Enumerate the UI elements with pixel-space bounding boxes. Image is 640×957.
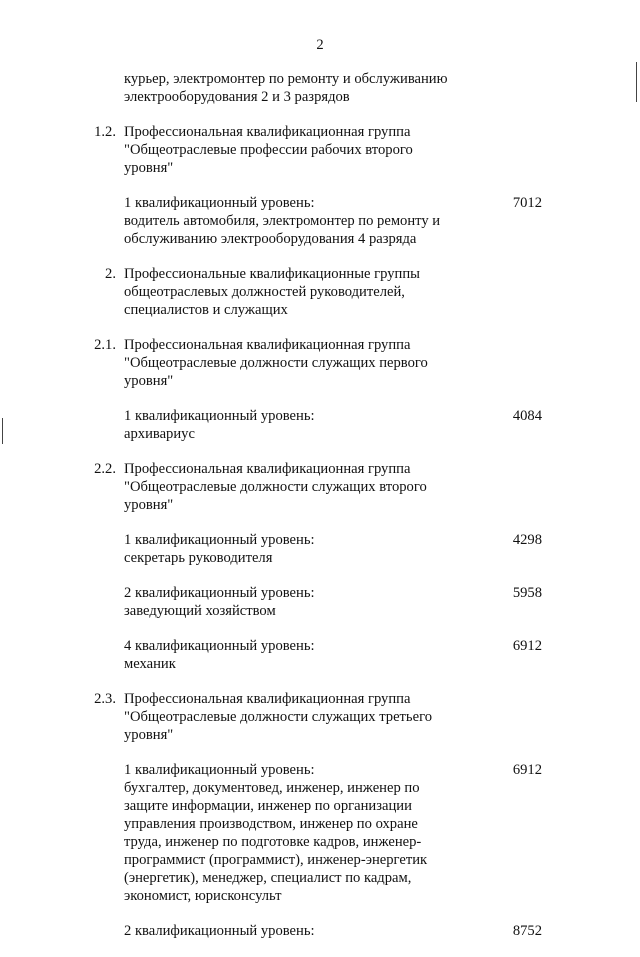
document-entry (0, 460, 640, 514)
entry-text-line: управления производством, инженер по охране (124, 816, 418, 832)
entry-text-line: (энергетик), менеджер, специалист по кадрам, (124, 870, 412, 886)
document-body (0, 70, 640, 957)
entry-text (124, 761, 484, 905)
entry-text-line: специалистов и служащих (124, 302, 288, 318)
entry-text-line: 2 квалификационный уровень: (124, 923, 315, 939)
entry-text-line: курьер, электромонтер по ремонту и обслуживанию (124, 71, 448, 87)
entry-text (124, 265, 484, 319)
salary-value: 4298 (512, 532, 542, 548)
entry-text-line: уровня" (124, 727, 174, 743)
document-entry (0, 336, 640, 390)
document-entry (0, 407, 640, 443)
entry-number: 1.2. (94, 124, 116, 140)
document-entry (0, 690, 640, 744)
entry-text-line: обслуживанию электрооборудования 4 разряда (124, 231, 417, 247)
document-entry (0, 194, 640, 248)
entry-text-line: "Общеотраслевые должности служащих третьего (124, 709, 432, 725)
entry-text-line: Профессиональная квалификационная группа (124, 124, 411, 140)
document-entry (0, 761, 640, 905)
entry-text (124, 70, 484, 106)
document-entry (0, 265, 640, 319)
salary-value: 6912 (512, 638, 542, 654)
entry-text-line: архивариус (124, 426, 195, 442)
document-entry (0, 922, 640, 940)
salary-value: 5958 (512, 585, 542, 601)
entry-text-line: уровня" (124, 160, 174, 176)
entry-text-line: Профессиональная квалификационная группа (124, 337, 411, 353)
entry-text-line: 1 квалификационный уровень: (124, 195, 315, 211)
entry-text (124, 407, 484, 443)
entry-text-line: заведующий хозяйством (124, 603, 276, 619)
entry-text-line: 1 квалификационный уровень: (124, 762, 315, 778)
entry-text (124, 336, 484, 390)
entry-text (124, 637, 484, 673)
entry-text-line: экономист, юрисконсульт (124, 888, 282, 904)
entry-number: 2. (105, 266, 116, 282)
document-entry (0, 584, 640, 620)
salary-value: 8752 (512, 923, 542, 939)
entry-text (124, 460, 484, 514)
entry-text-line: 4 квалификационный уровень: (124, 638, 315, 654)
entry-text-line: труда, инженер по подготовке кадров, инженер- (124, 834, 422, 850)
entry-text-line: общеотраслевых должностей руководителей, (124, 284, 405, 300)
entry-text-line: "Общеотраслевые профессии рабочих второго (124, 142, 413, 158)
entry-text-line: 2 квалификационный уровень: (124, 585, 315, 601)
document-entry (0, 123, 640, 177)
entry-text-line: уровня" (124, 373, 174, 389)
entry-text-line: Профессиональная квалификационная группа (124, 691, 411, 707)
page-number: 2 (316, 37, 324, 53)
entry-text-line: "Общеотраслевые должности служащих первого (124, 355, 428, 371)
salary-value: 4084 (512, 408, 542, 424)
entry-text-line: защите информации, инженер по организации (124, 798, 412, 814)
scan-edge-mark-left (2, 418, 3, 444)
salary-value: 7012 (512, 195, 542, 211)
entry-text-line: секретарь руководителя (124, 550, 273, 566)
salary-value: 6912 (512, 762, 542, 778)
entry-text-line: Профессиональные квалификационные группы (124, 266, 420, 282)
entry-text-line: Профессиональная квалификационная группа (124, 461, 411, 477)
entry-text (124, 123, 484, 177)
scan-edge-mark-right (636, 62, 637, 102)
entry-text-line: 1 квалификационный уровень: (124, 532, 315, 548)
entry-text (124, 690, 484, 744)
entry-text-line: 1 квалификационный уровень: (124, 408, 315, 424)
document-entry (0, 637, 640, 673)
entry-text-line: "Общеотраслевые должности служащих второго (124, 479, 427, 495)
entry-text-line: электрооборудования 2 и 3 разрядов (124, 89, 350, 105)
entry-text (124, 922, 484, 940)
entry-text-line: программист (программист), инженер-энергетик (124, 852, 428, 868)
entry-text (124, 584, 484, 620)
entry-number: 2.3. (94, 691, 116, 707)
entry-number: 2.1. (94, 337, 116, 353)
entry-text (124, 531, 484, 567)
entry-text (124, 194, 484, 248)
entry-number: 2.2. (94, 461, 116, 477)
entry-text-line: уровня" (124, 497, 174, 513)
document-entry (0, 531, 640, 567)
entry-text-line: бухгалтер, документовед, инженер, инженер по (124, 780, 420, 796)
document-entry (0, 70, 640, 106)
entry-text-line: механик (124, 656, 176, 672)
entry-text-line: водитель автомобиля, электромонтер по ремонту и (124, 213, 441, 229)
